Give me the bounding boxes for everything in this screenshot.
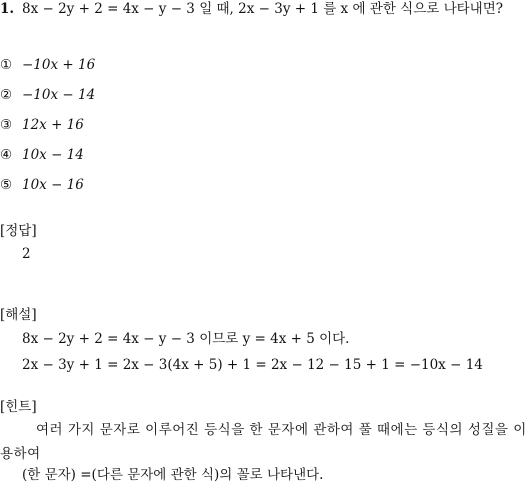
option-3-number: ③ xyxy=(0,117,13,133)
option-3 xyxy=(0,116,84,134)
option-5-expr: 10x − 16 xyxy=(22,177,84,193)
question-number: 1. xyxy=(0,1,15,17)
option-5 xyxy=(0,176,84,194)
option-4-expr: 10x − 14 xyxy=(22,147,84,163)
hint-text: 여러 가지 문자로 이루어진 등식을 한 문자에 관하여 풀 때에는 등식의 성질을 이용하여 xyxy=(0,422,527,462)
option-3-expr: 12x + 16 xyxy=(22,117,84,133)
option-2-number: ② xyxy=(0,87,13,103)
question-text: 8x − 2y + 2 = 4x − y − 3 일 때, 2x − 3y + 1 를 x 에 관한 식으로 나타내면? xyxy=(22,1,503,17)
solution-heading: [해설] xyxy=(0,307,37,323)
hint-heading: [힌트] xyxy=(0,399,37,415)
question-line xyxy=(0,0,503,18)
option-1-expr: −10x + 16 xyxy=(22,57,96,73)
option-5-number: ⑤ xyxy=(0,177,13,193)
hint-line-3: (한 문자) =(다른 문자에 관한 식)의 꼴로 나타낸다. xyxy=(22,467,324,483)
solution-line-2: 2x − 3y + 1 = 2x − 3(4x + 5) + 1 = 2x − 12 − 15 + 1 = −10x − 14 xyxy=(22,357,483,373)
answer-value: 2 xyxy=(22,246,31,262)
solution-line-1: 8x − 2y + 2 = 4x − y − 3 이므로 y = 4x + 5 이다. xyxy=(22,331,350,347)
option-1 xyxy=(0,56,95,74)
option-1-number: ① xyxy=(0,57,13,73)
option-2-expr: −10x − 14 xyxy=(22,87,96,103)
option-4 xyxy=(0,146,84,164)
answer-heading: [정답] xyxy=(0,223,37,239)
option-4-number: ④ xyxy=(0,147,13,163)
option-2 xyxy=(0,86,95,104)
